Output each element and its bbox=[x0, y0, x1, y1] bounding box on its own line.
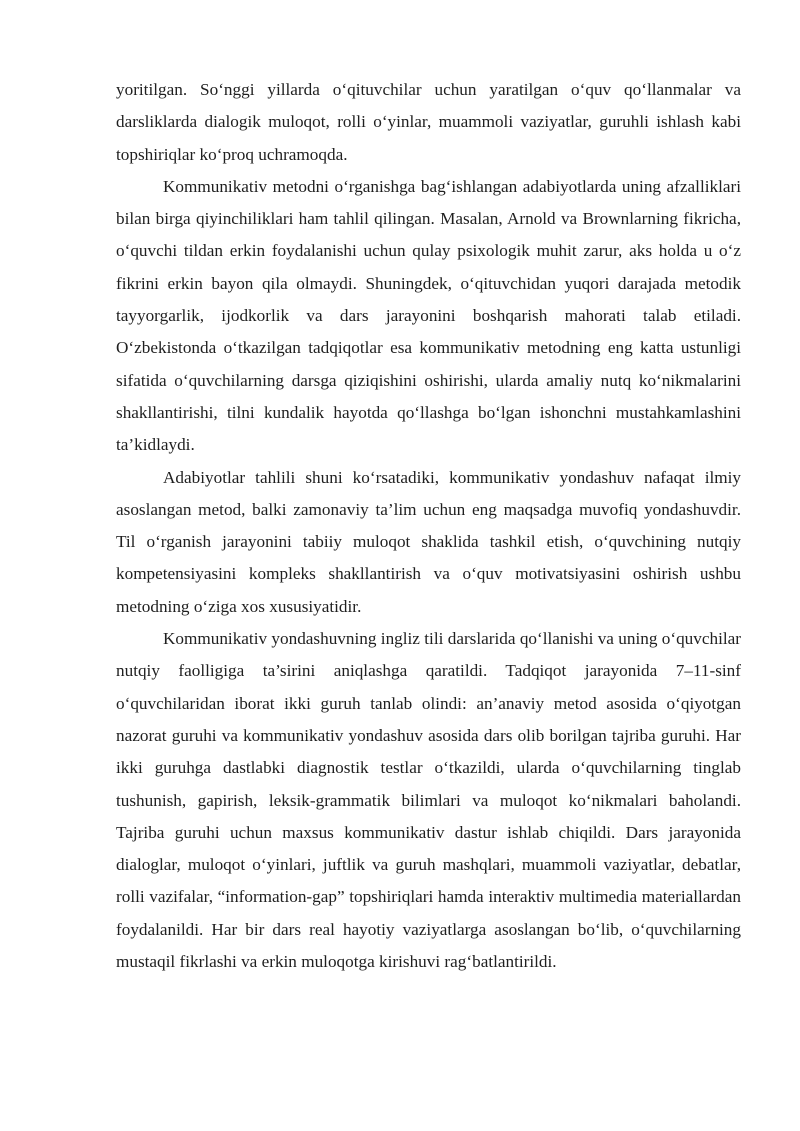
paragraph-literature-review: Kommunikativ metodni o‘rganishga bag‘ishlangan adabiyotlarda uning afzalliklari bilan birga qiyinchiliklari ham tahlil qilingan. Masalan, Arnold va Brownlarning fikricha, o‘quvchi tildan erkin foydalanishi uchun qulay psixologik muhit zarur, aks holda u o‘z fikrini erkin bayon qila olmaydi. Shuningdek, o‘qituvchidan yuqori darajada metodik tayyorgarlik, ijodkorlik va dars jarayonini boshqarish mahorati talab etiladi. O‘zbekistonda o‘tkazilgan tadqiqotlar esa kommunikativ metodning eng katta ustunligi sifatida o‘quvchilarning darsga qiziqishini oshirishi, ularda amaliy nutq ko‘nikmalarini shakllantirishi, tilni kundalik hayotda qo‘llashga bo‘lgan ishonchni mustahkamlashini ta’kidlaydi. bbox=[116, 176, 741, 455]
document-page bbox=[116, 74, 741, 978]
paragraph-analysis-summary: Adabiyotlar tahlili shuni ko‘rsatadiki, kommunikativ yondashuv nafaqat ilmiy asoslangan metod, balki zamonaviy ta’lim uchun eng maqsadga muvofiq yondashuvdir. Til o‘rganish jarayonini tabiiy muloqot shaklida tashkil etish, o‘quvchining nutqiy kompetensiyasini kompleks shakllantirish va o‘quv motivatsiyasini oshirish ushbu metodning o‘ziga xos xususiyatidir. bbox=[116, 467, 741, 616]
paragraph-continuation: yoritilgan. So‘nggi yillarda o‘qituvchilar uchun yaratilgan o‘quv qo‘llanmalar va darsliklarda dialogik muloqot, rolli o‘yinlar, muammoli vaziyatlar, guruhli ishlash kabi topshiriqlar ko‘proq uchramoqda. bbox=[116, 80, 741, 164]
paragraph-methodology: Kommunikativ yondashuvning ingliz tili darslarida qo‘llanishi va uning o‘quvchilar nutqiy faolligiga ta’sirini aniqlashga qaratildi. Tadqiqot jarayonida 7–11-sinf o‘quvchilaridan iborat ikki guruh tanlab olindi: an’anaviy metod asosida o‘qiyotgan nazorat guruhi va kommunikativ yondashuv asosida dars olib borilgan tajriba guruhi. Har ikki guruhga dastlabki diagnostik testlar o‘tkazildi, ularda o‘quvchilarning tinglab tushunish, gapirish, leksik-grammatik bilimlari va muloqot ko‘nikmalari baholandi. Tajriba guruhi uchun maxsus kommunikativ dastur ishlab chiqildi. Dars jarayonida dialoglar, muloqot o‘yinlari, juftlik va guruh mashqlari, muammoli vaziyatlar, debatlar, rolli vazifalar, “information-gap” topshiriqlari hamda interaktiv multimedia materiallardan foydalanildi. Har bir dars real hayotiy vaziyatlarga asoslangan bo‘lib, o‘quvchilarning mustaqil fikrlashi va erkin muloqotga kirishuvi rag‘batlantirildi. bbox=[116, 629, 741, 972]
